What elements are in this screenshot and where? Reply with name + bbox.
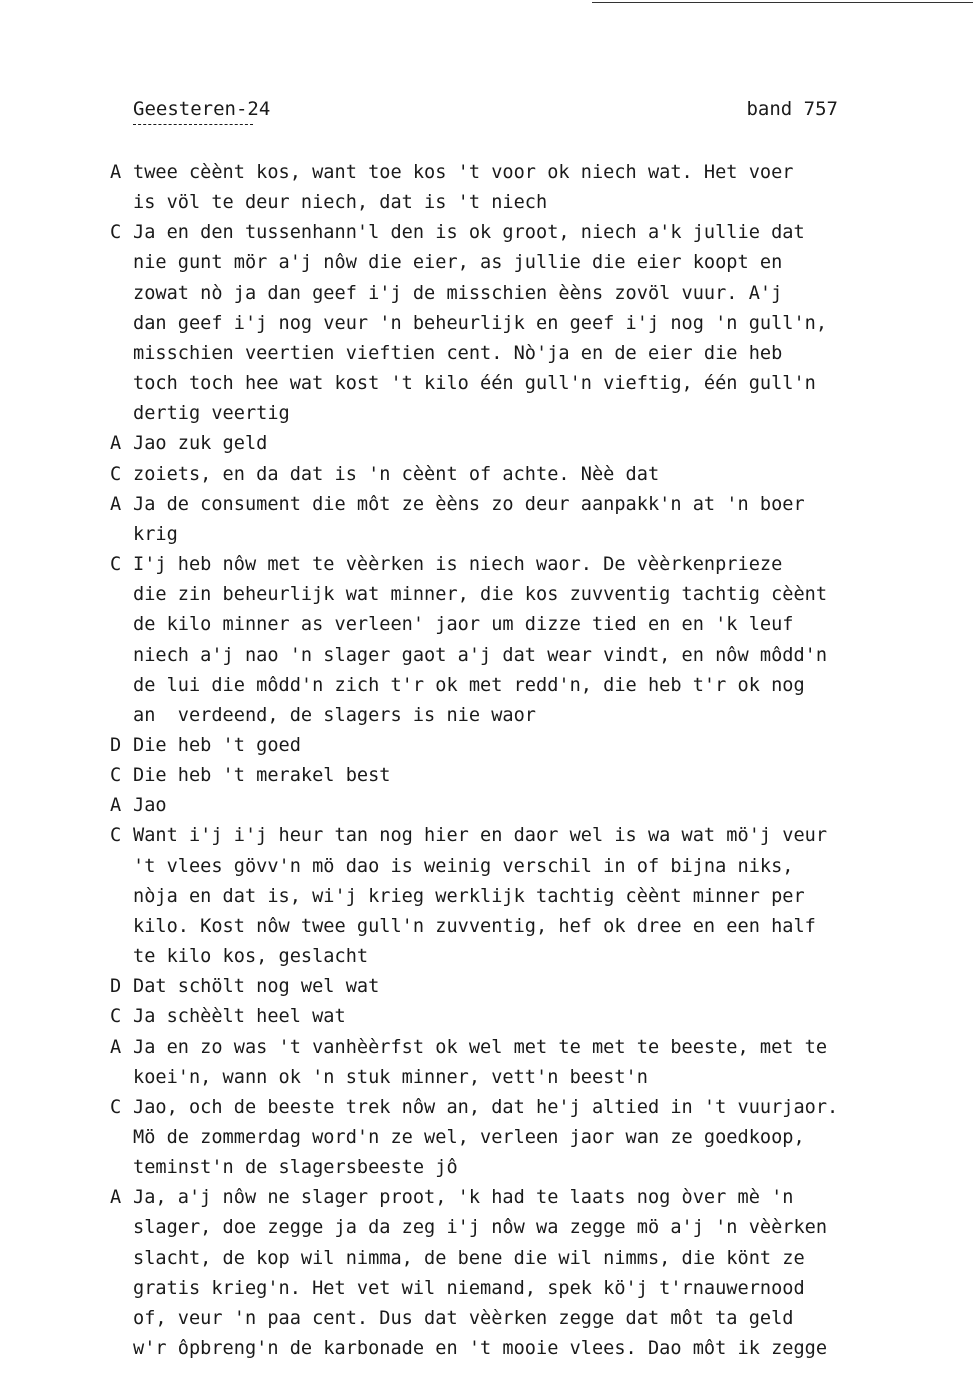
turn-text <box>133 429 930 459</box>
transcript-line: 't vlees gövv'n mö dao is weinig verschil in of bijna niks, <box>133 855 794 877</box>
transcript-line: Ja schèèlt heel wat <box>133 1006 346 1028</box>
turn-text <box>133 731 930 761</box>
transcript-turn <box>110 460 930 490</box>
speaker-label: A <box>110 795 122 817</box>
transcript-line: nie gunt mör a'j nôw die eier, as jullie die eier koopt en <box>133 252 783 274</box>
transcript-turn <box>110 550 930 731</box>
transcript-line: de lui die môdd'n zich t'r ok met redd'n, die heb t'r ok nog <box>133 674 805 696</box>
transcript-line: Jao <box>133 795 167 817</box>
transcript-line: I'j heb nôw met te vèèrken is niech waor. De vèèrkenprieze <box>133 554 783 576</box>
transcript-line: dertig veertig <box>133 403 290 425</box>
transcript-line: krig <box>133 523 178 545</box>
speaker-label: D <box>110 734 122 756</box>
speaker-label: C <box>110 825 122 847</box>
transcript-turn <box>110 731 930 761</box>
transcript-line: teminst'n de slagersbeeste jô <box>133 1157 458 1179</box>
transcript-line: die zin beheurlijk wat minner, die kos zuvventig tachtig cèènt <box>133 584 828 606</box>
speaker-label: D <box>110 976 122 998</box>
top-edge-rule <box>592 2 973 3</box>
transcript-line: zowat nò ja dan geef i'j de misschien èèns zovöl vuur. A'j <box>133 282 783 304</box>
transcript-turn <box>110 218 930 429</box>
transcript-line: Die heb 't merakel best <box>133 765 391 787</box>
transcript-line: Ja en zo was 't vanhèèrfst ok wel met te met te beeste, met te <box>133 1036 828 1058</box>
turn-text <box>133 972 930 1002</box>
transcript-turn <box>110 761 930 791</box>
transcript-line: Ja, a'j nôw ne slager proot, 'k had te laats nog òver mè 'n <box>133 1187 794 1209</box>
turn-text <box>133 791 930 821</box>
turn-text <box>133 761 930 791</box>
speaker-label: A <box>110 162 122 183</box>
transcript-line: zoiets, en da dat is 'n cèènt of achte. Nèè dat <box>133 463 660 485</box>
turn-text <box>133 460 930 490</box>
turn-text <box>133 1183 930 1364</box>
document-id-underline <box>133 124 253 125</box>
transcript-line: nòja en dat is, wi'j krieg werklijk tachtig cèènt minner per <box>133 885 805 907</box>
turn-text <box>133 1033 930 1093</box>
transcript-line: te kilo kos, geslacht <box>133 946 369 968</box>
speaker-label: A <box>110 1187 122 1209</box>
speaker-label: C <box>110 463 122 485</box>
transcript-turn <box>110 1093 930 1183</box>
speaker-label: A <box>110 433 122 455</box>
transcript-line: Mö de zommerdag word'n ze wel, verleen jaor wan ze goedkoop, <box>133 1127 805 1148</box>
transcript-line: of, veur 'n paa cent. Dus dat vèèrken zegge dat môt ta geld <box>133 1307 794 1329</box>
transcript-turn <box>110 972 930 1002</box>
transcript-line: toch toch hee wat kost 't kilo één gull'n vieftig, één gull'n <box>133 373 816 395</box>
speaker-label: C <box>110 765 122 787</box>
transcript-turn <box>110 1002 930 1032</box>
transcript-line: Die heb 't goed <box>133 734 301 756</box>
speaker-label: C <box>110 1096 122 1118</box>
transcript-line: Want i'j i'j heur tan nog hier en daor wel is wa wat mö'j veur <box>133 825 828 847</box>
transcript-line: Jao, och de beeste trek nôw an, dat he'j altied in 't vuurjaor. <box>133 1096 839 1118</box>
transcript-line: kilo. Kost nôw twee gull'n zuvventig, hef ok dree en een half <box>133 915 816 937</box>
turn-text <box>133 490 930 550</box>
transcript-turn <box>110 1033 930 1093</box>
transcript <box>110 158 930 1364</box>
turn-text <box>133 550 930 731</box>
turn-text <box>133 158 930 218</box>
speaker-label: C <box>110 222 122 244</box>
turn-text <box>133 218 930 429</box>
transcript-turn <box>110 821 930 972</box>
transcript-line: dan geef i'j nog veur 'n beheurlijk en geef i'j nog 'n gull'n, <box>133 312 828 334</box>
transcript-line: Ja en den tussenhann'l den is ok groot, niech a'k jullie dat <box>133 222 805 244</box>
transcript-turn <box>110 158 930 218</box>
transcript-line: de kilo minner as verleen' jaor um dizze tied en en 'k leuf <box>133 614 794 636</box>
speaker-label: C <box>110 554 122 576</box>
transcript-line: w'r ôpbreng'n de karbonade en 't mooie vlees. Dao môt ik zegge <box>133 1338 828 1360</box>
transcript-line: Ja de consument die môt ze èèns zo deur aanpakk'n at 'n boer <box>133 493 805 515</box>
page-header <box>133 98 838 128</box>
transcript-turn <box>110 791 930 821</box>
transcript-line: slager, doe zegge ja da zeg i'j nôw wa zegge mö a'j 'n vèèrken <box>133 1217 828 1239</box>
document-id: Geesteren-24 <box>133 98 271 120</box>
speaker-label: C <box>110 1006 122 1028</box>
transcript-line: slacht, de kop wil nimma, de bene die wil nimms, die könt ze <box>133 1247 805 1269</box>
transcript-line: gratis krieg'n. Het vet wil niemand, spek kö'j t'rnauwernood <box>133 1277 805 1299</box>
band-number: band 757 <box>746 98 838 120</box>
transcript-line: is völ te deur niech, dat is 't niech <box>133 192 548 214</box>
transcript-line: misschien veertien vieftien cent. Nò'ja en de eier die heb <box>133 342 783 364</box>
turn-text <box>133 821 930 972</box>
transcript-turn <box>110 429 930 459</box>
turn-text <box>133 1093 930 1183</box>
transcript-line: Jao zuk geld <box>133 433 268 455</box>
transcript-line: Dat schölt nog wel wat <box>133 976 380 998</box>
transcript-line: koei'n, wann ok 'n stuk minner, vett'n beest'n <box>133 1066 648 1088</box>
transcript-turn <box>110 490 930 550</box>
transcript-line: an verdeend, de slagers is nie waor <box>133 704 536 726</box>
transcript-turn <box>110 1183 930 1364</box>
speaker-label: A <box>110 1036 122 1058</box>
transcript-line: niech a'j nao 'n slager gaot a'j dat wear vindt, en nôw môdd'n <box>133 644 828 666</box>
turn-text <box>133 1002 930 1032</box>
speaker-label: A <box>110 493 122 515</box>
transcript-line: twee cèènt kos, want toe kos 't voor ok niech wat. Het voer <box>133 162 794 183</box>
